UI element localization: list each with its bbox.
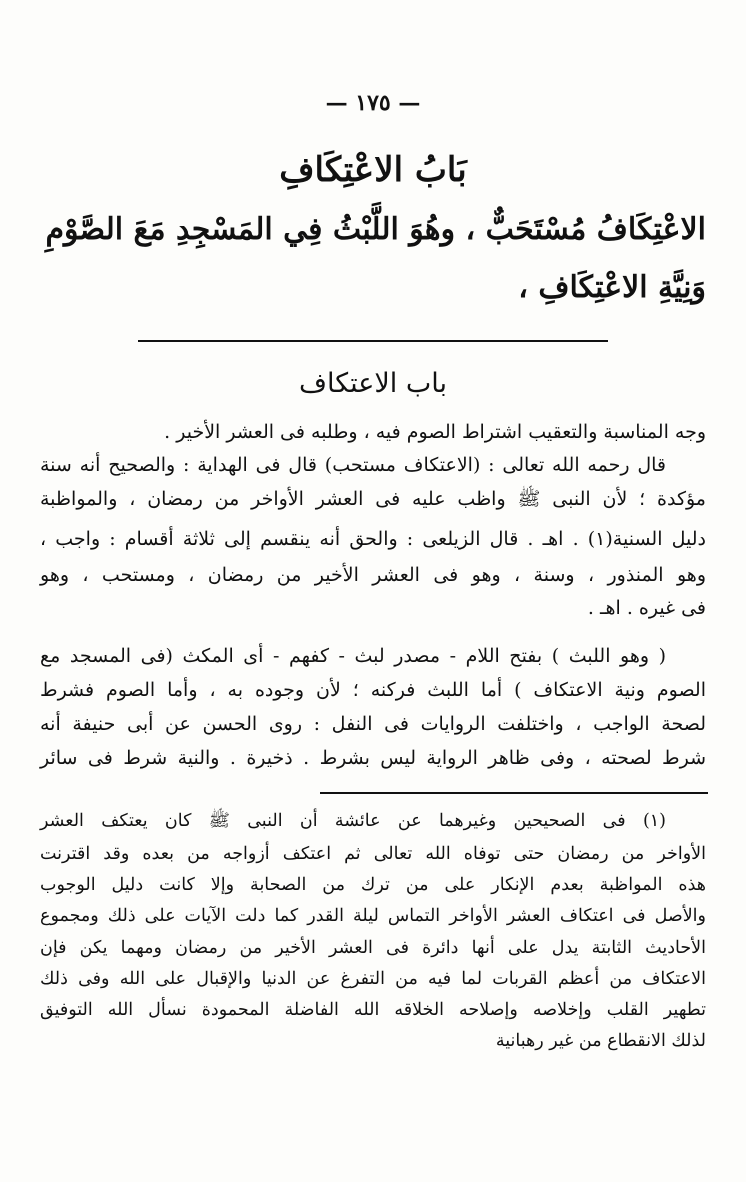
body-line: مؤكدة ؛ لأن النبى ﷺ واظب عليه فى العشر الأواخر من رمضان ، والمواظبة: [40, 488, 706, 510]
body-line: شرط لصحته ، وفى ظاهر الرواية ليس بشرط . ذخيرة . والنية شرط فى سائر: [40, 747, 706, 769]
body-line: لصحة الواجب ، واختلفت الروايات فى النفل : روى الحسن عن أبى حنيفة أنه: [40, 713, 706, 735]
matn-line-2: وَنِيَّةِ الاعْتِكَافِ ،: [518, 270, 706, 305]
body-line: قال رحمه الله تعالى : (الاعتكاف مستحب) قال فى الهداية : والصحيح أنه سنة: [40, 454, 666, 476]
page-number: — ١٧٥ —: [325, 90, 421, 116]
section-divider: [138, 340, 608, 342]
footnote-line: الاعتكاف من أعظم القربات لما فيه من التفرغ عن الدنيا والإقبال على الله وفى ذلك: [40, 969, 706, 989]
footnote-line: الأواخر من رمضان حتى توفاه الله تعالى ثم اعتكف أزواجه من بعده وقد اقترنت: [40, 844, 706, 864]
body-line: فى غيره . اهـ .: [587, 597, 706, 619]
chapter-title: بَابُ الاعْتِكَافِ: [279, 150, 467, 190]
body-line: وهو المنذور ، وسنة ، وهو فى العشر الأخير من رمضان ، ومستحب ، وهو: [40, 564, 706, 586]
footnote-divider: [320, 792, 708, 794]
matn-line-1: الاعْتِكَافُ مُسْتَحَبٌّ ، وهُوَ اللَّبْثُ فِي المَسْجِدِ مَعَ الصَّوْمِ: [45, 212, 706, 247]
footnote-line: هذه المواظبة بعدم الإنكار على من ترك من الصحابة وإلا كانت دليل الوجوب: [40, 875, 706, 895]
body-line: دليل السنية(١) . اهـ . قال الزيلعى : والحق أنه ينقسم إلى ثلاثة أقسام : واجب ،: [40, 528, 706, 550]
footnote-line: تطهير القلب وإخلاصه وإصلاحه الخلاقه الله الفاضلة المحمودة نسأل الله التوفيق: [40, 1000, 706, 1020]
body-line: وجه المناسبة والتعقيب اشتراط الصوم فيه ، وطلبه فى العشر الأخير .: [164, 421, 706, 443]
body-line: الصوم ونية الاعتكاف ) أما اللبث فركنه ؛ لأن وجوده به ، وأما الصوم فشرط: [40, 679, 706, 701]
footnote-line: الأحاديث الثابتة يدل على أنها دائرة فى العشر الأخير من رمضان ومهما يكن فإن: [40, 938, 706, 958]
body-line: ( وهو اللبث ) بفتح اللام - مصدر لبث - كفهم - أى المكث (فى المسجد مع: [40, 645, 666, 667]
footnote-line: لذلك الانقطاع من غير رهبانية: [495, 1031, 706, 1051]
footnote-line: (١) فى الصحيحين وغيرهما عن عائشة أن النبى ﷺ كان يعتكف العشر: [40, 811, 666, 831]
section-title: باب الاعتكاف: [298, 368, 448, 399]
footnote-line: والأصل فى اعتكاف العشر الأواخر التماس ليلة القدر كما دلت الآيات على ذلك ومجموع: [40, 906, 706, 926]
